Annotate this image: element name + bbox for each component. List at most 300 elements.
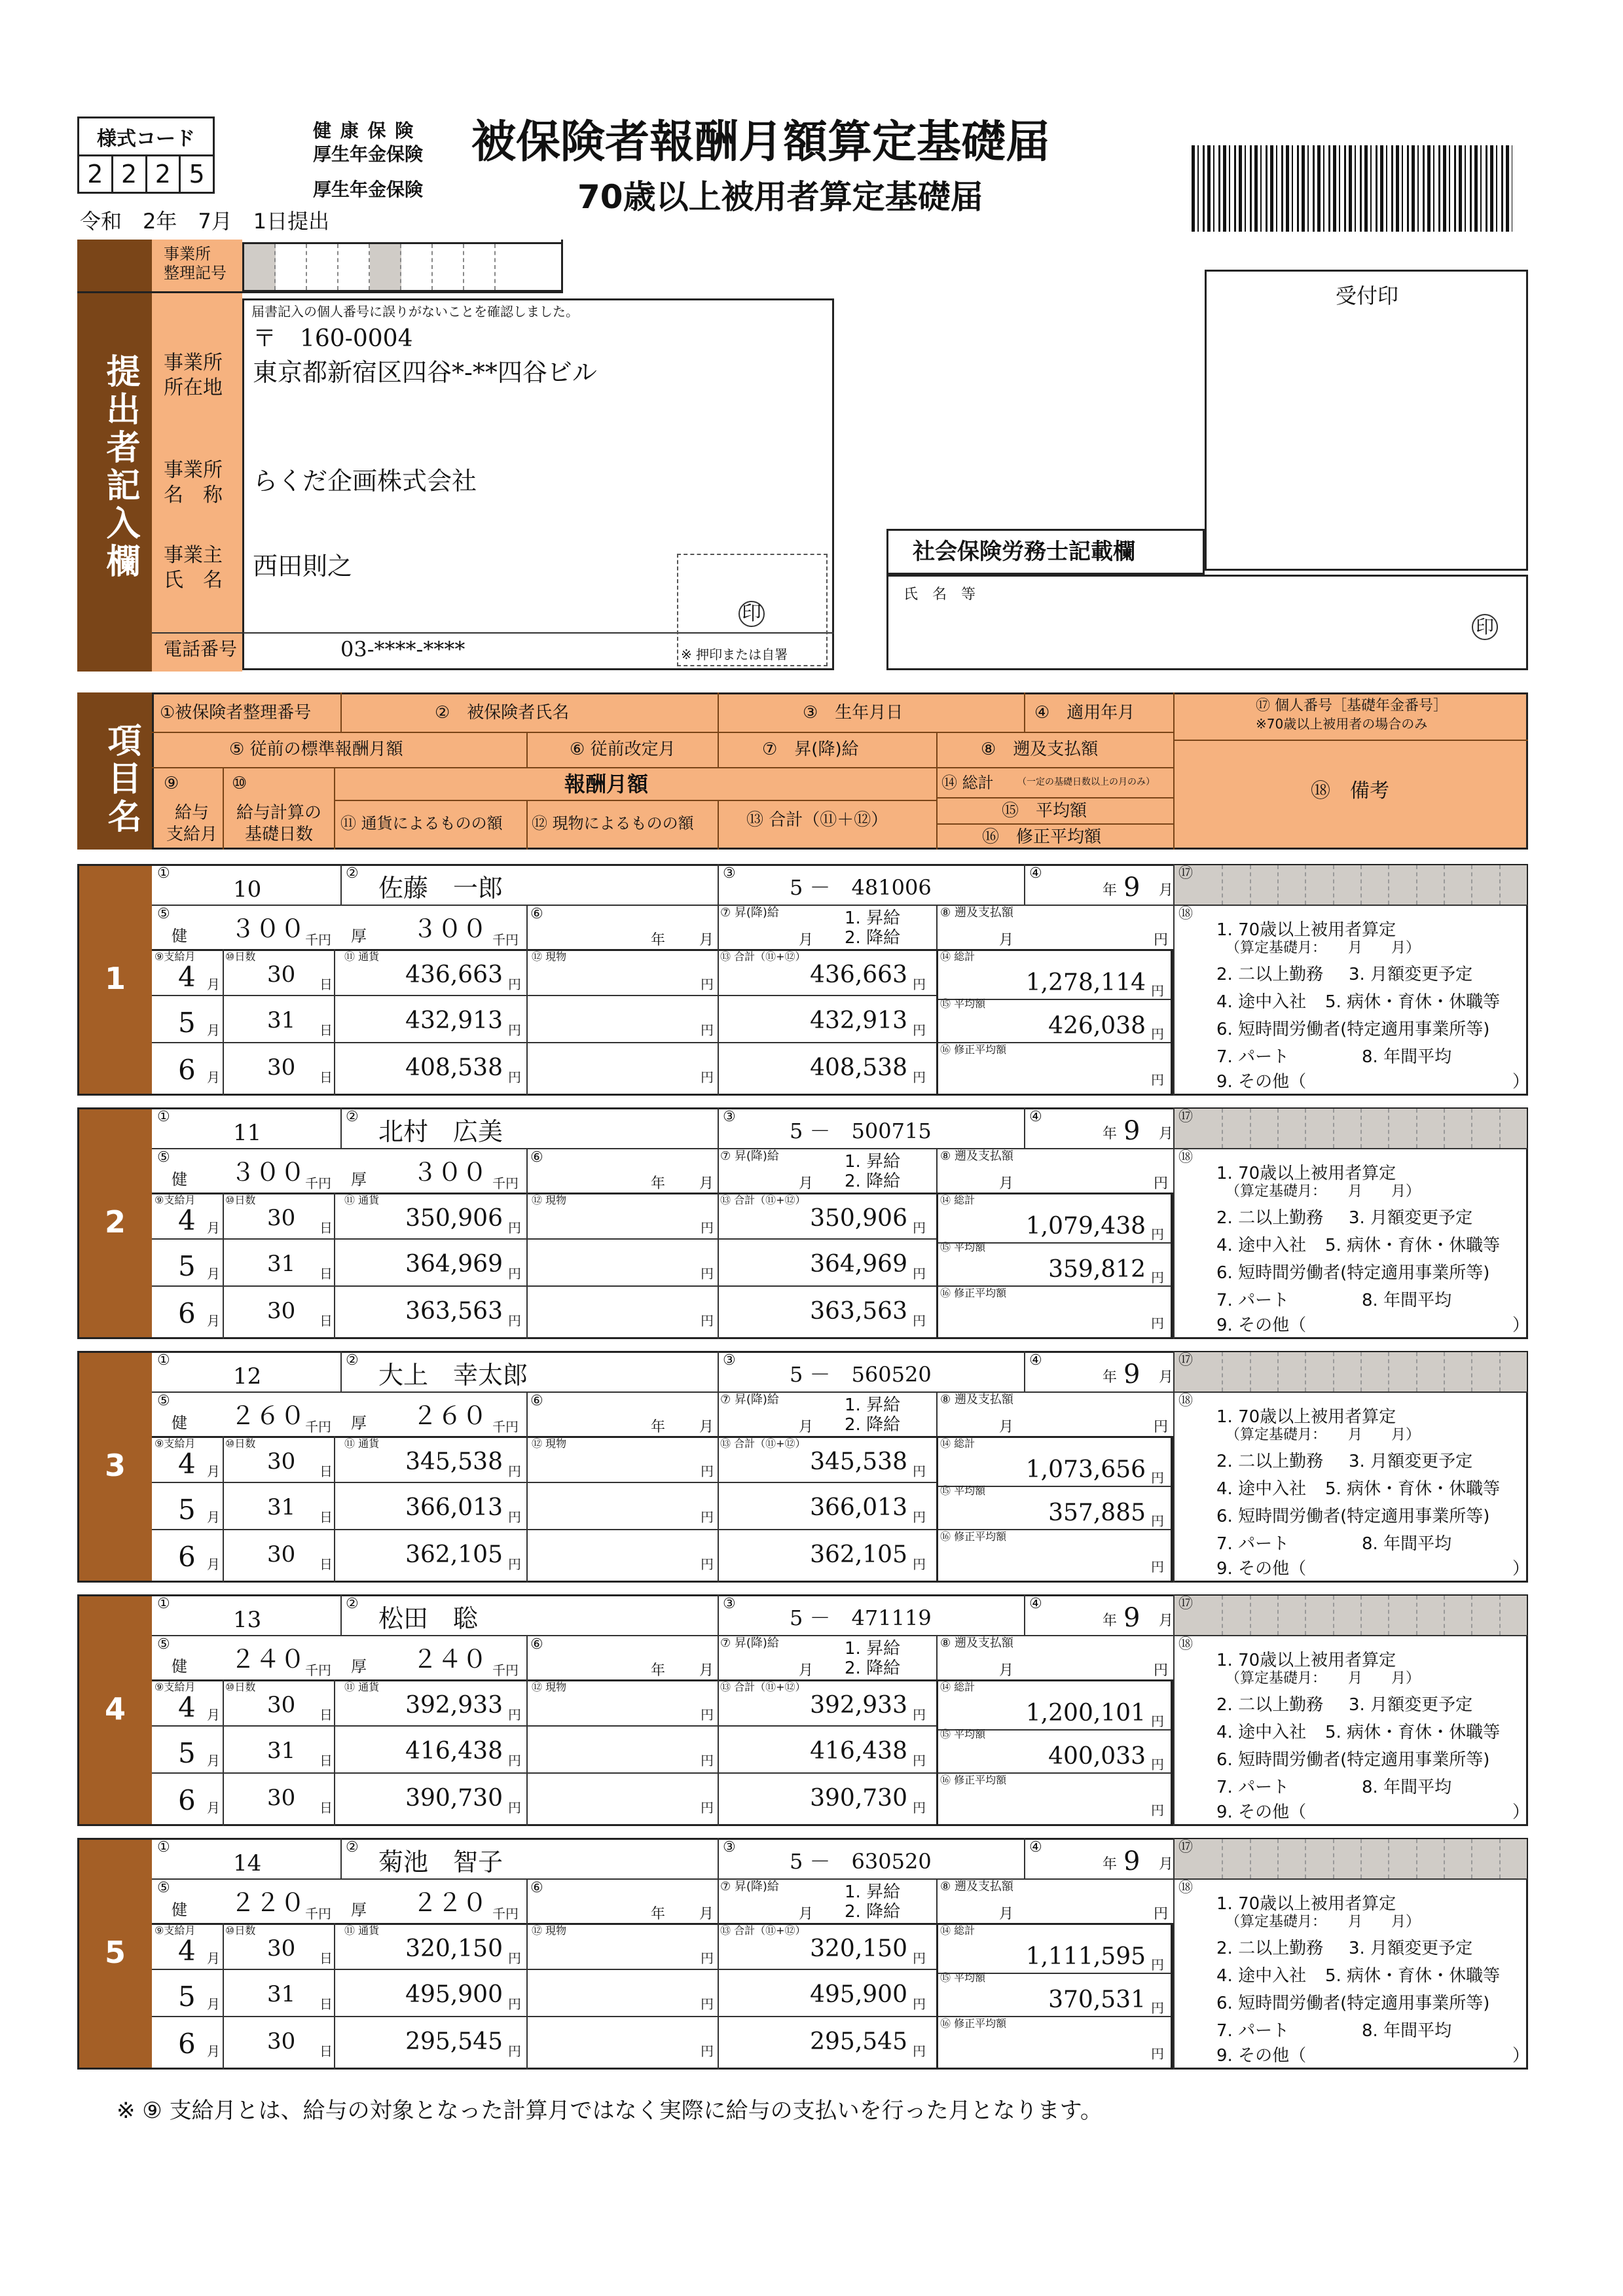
circle-label: ⑦ 昇(降)給	[720, 1393, 779, 1407]
unit-label: 円	[701, 2043, 714, 2059]
birthdate-value[interactable]: 5 － 471119	[790, 1605, 932, 1630]
unit-label: 円	[1151, 1559, 1164, 1575]
unit-label: 年	[1103, 1613, 1118, 1629]
unit-label: 円	[913, 1556, 926, 1572]
office-code-label: 事業所 整理記号	[164, 245, 227, 282]
circle-label: ①	[157, 1109, 170, 1125]
unit-label: 日	[319, 1463, 333, 1479]
circle-label: ⑰	[1178, 1109, 1194, 1125]
unit-label: 日	[319, 1509, 333, 1525]
pay-month-value[interactable]: 4	[178, 1691, 196, 1723]
unit-label: 円	[913, 1266, 926, 1282]
header-pay-month-no: ⑨	[164, 774, 179, 793]
row-number: 3	[105, 1448, 126, 1483]
unit-label: 月	[207, 1069, 220, 1085]
unit-label: 円	[701, 1463, 714, 1479]
cash-amount-value[interactable]: 392,933	[405, 1692, 503, 1719]
circle-label: ②	[346, 865, 359, 882]
insured-number-value[interactable]: 11	[233, 1120, 262, 1146]
grand-total-value[interactable]: 1,278,114	[1025, 969, 1146, 996]
insured-name-value[interactable]: 北村 広美	[378, 1117, 503, 1146]
pay-month-value[interactable]: 5	[178, 1737, 196, 1769]
personal-number-field[interactable]	[1175, 1109, 1527, 1148]
unit-label: 月	[699, 1419, 714, 1435]
circle-label: ⑧ 遡及支払額	[940, 906, 1013, 920]
header-cash: ⑪ 通貨によるものの額	[340, 814, 503, 833]
remark-option: （算定基礎月： 月 月）	[1226, 940, 1421, 956]
unit-label: 日	[319, 977, 333, 992]
cash-amount-value[interactable]: 345,538	[405, 1448, 503, 1475]
pay-month-value[interactable]: 6	[178, 1541, 196, 1573]
unit-label: 円	[1154, 1662, 1169, 1679]
unit-label: 日	[319, 2043, 333, 2059]
cash-amount-value[interactable]: 408,538	[405, 1054, 503, 1081]
total-amount-value[interactable]: 416,438	[810, 1738, 907, 1765]
unit-label: 円	[508, 1707, 521, 1723]
kousei-label: 厚	[351, 1901, 367, 1919]
personal-number-field[interactable]	[1175, 1352, 1527, 1391]
unit-label: 円	[701, 1996, 714, 2012]
fall-option: 2. 降給	[845, 1659, 901, 1678]
unit-label: 円	[701, 1556, 714, 1572]
birthdate-value[interactable]: 5 － 560520	[790, 1362, 932, 1387]
unit-label: 円	[508, 1313, 521, 1329]
unit-label: 円	[508, 1950, 521, 1966]
unit-label: 千円	[492, 1175, 519, 1191]
submit-date: 令和 2年 7月 1日提出	[80, 209, 330, 234]
row-number: 2	[105, 1204, 126, 1240]
owner-name[interactable]: 西田則之	[253, 552, 353, 581]
remark-option: 5. 病休・育休・休職等	[1325, 1966, 1501, 1986]
std-kenpo-value[interactable]: ２４０	[230, 1645, 306, 1674]
remark-option: 5. 病休・育休・休職等	[1325, 1723, 1501, 1742]
form-code-digit: 5	[189, 160, 205, 188]
unit-label: 年	[651, 932, 666, 948]
pay-month-value[interactable]: 5	[178, 1494, 196, 1526]
unit-label: 月	[799, 1175, 814, 1192]
barcode	[1192, 145, 1512, 232]
remark-option: 3. 月額変更予定	[1349, 1695, 1473, 1715]
unit-label: 月	[207, 1266, 220, 1282]
remark-option: 4. 途中入社	[1216, 1966, 1307, 1986]
circle-label: ⑧ 遡及支払額	[940, 1636, 1013, 1650]
unit-label: 円	[701, 1266, 714, 1282]
base-days-value[interactable]: 30	[267, 1054, 296, 1081]
grand-total-value[interactable]: 1,111,595	[1025, 1943, 1146, 1970]
circle-label: ⑱	[1178, 1636, 1194, 1653]
circle-label: ⑥	[530, 1880, 543, 1896]
average-value[interactable]: 357,885	[1048, 1499, 1146, 1526]
base-days-value[interactable]: 30	[267, 1785, 296, 1811]
base-days-value[interactable]: 31	[267, 1251, 296, 1277]
unit-label: 円	[1151, 1470, 1164, 1486]
unit-label: 千円	[492, 932, 519, 948]
insured-number-value[interactable]: 10	[233, 876, 262, 903]
cash-amount-value[interactable]: 350,906	[405, 1205, 503, 1232]
cash-amount-value[interactable]: 362,105	[405, 1541, 503, 1568]
remark-option: （算定基礎月： 月 月）	[1226, 1183, 1421, 1200]
cash-amount-value[interactable]: 495,900	[405, 1981, 503, 2008]
kenpo-label: 健	[172, 1170, 187, 1189]
unit-label: 円	[701, 1707, 714, 1723]
circle-label: ⑬ 合計（⑪+⑫）	[720, 1194, 806, 1206]
base-days-value[interactable]: 30	[267, 1541, 296, 1568]
unit-label: 円	[701, 1509, 714, 1525]
circle-label: ⑰	[1178, 1839, 1194, 1856]
unit-label: 円	[1151, 1026, 1164, 1042]
insurance-type-2: 厚生年金保険	[313, 143, 424, 165]
raise-option: 1. 昇給	[845, 908, 901, 928]
unit-label: 円	[1151, 1957, 1164, 1973]
circle-label: ⑪ 通貨	[344, 1924, 380, 1937]
remark-option: 4. 途中入社	[1216, 1479, 1307, 1499]
personal-number-field[interactable]	[1175, 1839, 1527, 1878]
std-kenpo-value[interactable]: ２６０	[230, 1401, 306, 1430]
grand-total-value[interactable]: 1,073,656	[1025, 1456, 1146, 1483]
personal-number-field[interactable]	[1175, 1596, 1527, 1635]
pay-month-value[interactable]: 6	[178, 1054, 196, 1086]
total-amount-value[interactable]: 320,150	[810, 1935, 907, 1962]
remark-option: 8. 年間平均	[1362, 1047, 1452, 1067]
phone-number[interactable]: 03-****-****	[340, 637, 465, 662]
raise-option: 1. 昇給	[845, 1639, 901, 1659]
circle-label: ⑨支給月	[155, 1681, 196, 1693]
remark-option: ）	[1512, 1559, 1530, 1579]
std-kousei-value[interactable]: ３００	[412, 914, 488, 943]
circle-label: ⑬ 合計（⑪+⑫）	[720, 1437, 806, 1450]
total-amount-value[interactable]: 345,538	[810, 1448, 907, 1475]
birthdate-value[interactable]: 5 － 481006	[790, 875, 932, 900]
unit-label: 円	[701, 1069, 714, 1085]
circle-label: ⑭ 総計	[940, 950, 976, 963]
company-name[interactable]: らくだ企画株式会社	[253, 467, 477, 495]
total-amount-value[interactable]: 362,105	[810, 1541, 907, 1568]
base-days-value[interactable]: 30	[267, 1205, 296, 1231]
unit-label: 千円	[305, 932, 331, 948]
remark-option: 8. 年間平均	[1362, 2021, 1452, 2041]
unit-label: 月	[207, 1220, 220, 1236]
base-days-value[interactable]: 30	[267, 1935, 296, 1962]
circle-label: ⑦ 昇(降)給	[720, 906, 779, 920]
circle-label: ⑨支給月	[155, 1194, 196, 1206]
circle-label: ④	[1029, 1596, 1042, 1612]
cash-amount-value[interactable]: 432,913	[405, 1007, 503, 1034]
header-insured-number: ①被保険者整理番号	[160, 703, 312, 723]
total-amount-value[interactable]: 432,913	[810, 1007, 907, 1034]
circle-label: ⑭ 総計	[940, 1924, 976, 1937]
unit-label: 円	[913, 1463, 926, 1479]
circle-label: ⑱	[1178, 1149, 1194, 1166]
unit-label: 千円	[305, 1906, 331, 1922]
address-label: 事業所 所在地	[164, 351, 223, 399]
office-address[interactable]: 東京都新宿区四谷*-**四谷ビル	[253, 358, 597, 387]
unit-label: 円	[508, 1463, 521, 1479]
header-remarks: ⑱ 備考	[1311, 780, 1389, 802]
unit-label: 年	[1103, 1856, 1118, 1873]
fall-option: 2. 降給	[845, 928, 901, 948]
unit-label: 月	[999, 1175, 1014, 1192]
total-amount-value[interactable]: 366,013	[810, 1494, 907, 1521]
total-amount-value[interactable]: 295,545	[810, 2028, 907, 2055]
row-number: 5	[105, 1935, 126, 1970]
unit-label: 月	[1159, 1126, 1174, 1142]
average-value[interactable]: 400,033	[1048, 1743, 1146, 1770]
remark-option: 6. 短時間労働者(特定適用事業所等)	[1216, 1507, 1490, 1526]
pay-month-value[interactable]: 4	[178, 1448, 196, 1480]
footer-note: ※ ⑨ 支給月とは、給与の対象となった計算月ではなく実際に給与の支払いを行った月となります。	[117, 2098, 1103, 2124]
insured-number-value[interactable]: 14	[233, 1850, 262, 1876]
std-kenpo-value[interactable]: ３００	[230, 1158, 306, 1187]
raise-option: 1. 昇給	[845, 1882, 901, 1902]
unit-label: 円	[1151, 1227, 1164, 1242]
unit-label: 月	[207, 1556, 220, 1572]
cash-amount-value[interactable]: 390,730	[405, 1785, 503, 1812]
std-kenpo-value[interactable]: ２２０	[230, 1888, 306, 1917]
apply-month-value[interactable]: 9	[1123, 1603, 1140, 1633]
phone-label: 電話番号	[164, 638, 238, 660]
total-amount-value[interactable]: 364,969	[810, 1251, 907, 1278]
total-amount-value[interactable]: 408,538	[810, 1054, 907, 1081]
personal-number-field[interactable]	[1175, 865, 1527, 905]
total-amount-value[interactable]: 495,900	[810, 1981, 907, 2008]
unit-label: 月	[1159, 1856, 1174, 1873]
circle-label: ⑪ 通貨	[344, 1681, 380, 1693]
header-raise: ⑦ 昇(降)給	[762, 740, 859, 759]
circle-label: ⑤	[157, 906, 170, 922]
base-days-value[interactable]: 31	[267, 1007, 296, 1033]
average-value[interactable]: 359,812	[1048, 1256, 1146, 1283]
pay-month-value[interactable]: 6	[178, 1297, 196, 1329]
unit-label: 月	[207, 1463, 220, 1479]
kenpo-label: 健	[172, 1901, 187, 1919]
cash-amount-value[interactable]: 416,438	[405, 1738, 503, 1765]
pay-month-value[interactable]: 5	[178, 1007, 196, 1039]
unit-label: 月	[999, 1906, 1014, 1922]
std-kousei-value[interactable]: ２６０	[412, 1401, 488, 1430]
unit-label: 円	[508, 1069, 521, 1085]
unit-label: 年	[1103, 1369, 1118, 1386]
pay-month-value[interactable]: 6	[178, 2028, 196, 2060]
unit-label: 円	[913, 1509, 926, 1525]
unit-label: 月	[207, 1313, 220, 1329]
circle-label: ⑯ 修正平均額	[940, 1774, 1007, 1786]
insured-number-value[interactable]: 13	[233, 1607, 262, 1633]
unit-label: 日	[319, 1950, 333, 1966]
remark-option: 2. 二以上勤務	[1216, 1208, 1324, 1228]
circle-label: ③	[723, 865, 736, 882]
insured-name-value[interactable]: 菊池 智子	[378, 1848, 503, 1876]
average-value[interactable]: 426,038	[1048, 1013, 1146, 1039]
kenpo-label: 健	[172, 927, 187, 945]
grand-total-value[interactable]: 1,200,101	[1025, 1700, 1146, 1727]
raise-option: 1. 昇給	[845, 1395, 901, 1415]
insured-number-value[interactable]: 12	[233, 1363, 262, 1390]
remark-option: 4. 途中入社	[1216, 1723, 1307, 1742]
unit-label: 円	[701, 1753, 714, 1768]
pay-month-value[interactable]: 5	[178, 1981, 196, 2013]
unit-label: 円	[913, 1800, 926, 1816]
unit-label: 円	[913, 1220, 926, 1236]
unit-label: 日	[319, 1022, 333, 1038]
average-value[interactable]: 370,531	[1048, 1986, 1146, 2013]
office-code-field[interactable]	[242, 242, 563, 292]
insured-name-value[interactable]: 大上 幸太郎	[378, 1361, 528, 1390]
postal-code[interactable]: 〒 160-0004	[253, 325, 413, 352]
unit-label: 月	[999, 1662, 1014, 1679]
unit-label: 円	[913, 2043, 926, 2059]
row-number: 4	[105, 1691, 126, 1727]
circle-label: ⑫ 現物	[532, 950, 567, 963]
header-grand-total: ⑭ 総計	[941, 774, 994, 792]
std-kousei-value[interactable]: ２２０	[412, 1888, 488, 1917]
base-days-value[interactable]: 30	[267, 1298, 296, 1324]
remark-option: ）	[1512, 1072, 1530, 1092]
kousei-label: 厚	[351, 1414, 367, 1432]
header-days-no: ⑩	[232, 774, 247, 793]
remark-option: 2. 二以上勤務	[1216, 1695, 1324, 1715]
remark-option: 1. 70歳以上被用者算定	[1216, 1407, 1396, 1427]
header-adjusted-average: ⑯ 修正平均額	[982, 827, 1102, 847]
unit-label: 円	[508, 1800, 521, 1816]
row-number: 1	[105, 961, 126, 996]
unit-label: 千円	[305, 1419, 331, 1435]
pay-month-value[interactable]: 4	[178, 1204, 196, 1236]
cash-amount-value[interactable]: 320,150	[405, 1935, 503, 1962]
cash-amount-value[interactable]: 295,545	[405, 2028, 503, 2055]
unit-label: 円	[701, 1313, 714, 1329]
circle-label: ⑥	[530, 1393, 543, 1409]
header-apply-month: ④ 適用年月	[1034, 703, 1135, 723]
birthdate-value[interactable]: 5 － 630520	[790, 1849, 932, 1874]
circle-label: ⑯ 修正平均額	[940, 1043, 1007, 1056]
base-days-value[interactable]: 30	[267, 1692, 296, 1718]
std-kousei-value[interactable]: ２４０	[412, 1645, 488, 1674]
total-amount-value[interactable]: 350,906	[810, 1205, 907, 1232]
remark-option: 7. パート	[1216, 2021, 1290, 2041]
header-total: ⑬ 合計（⑪＋⑫）	[746, 810, 888, 830]
unit-label: 円	[913, 1022, 926, 1038]
base-days-value[interactable]: 31	[267, 1738, 296, 1764]
circle-label: ⑯ 修正平均額	[940, 2017, 1007, 2030]
unit-label: 月	[207, 977, 220, 992]
unit-label: 円	[1154, 1419, 1169, 1435]
base-days-value[interactable]: 30	[267, 2028, 296, 2054]
grand-total-value[interactable]: 1,079,438	[1025, 1213, 1146, 1240]
remark-option: 6. 短時間労働者(特定適用事業所等)	[1216, 1750, 1490, 1770]
apply-month-value[interactable]: 9	[1123, 1359, 1140, 1390]
total-amount-value[interactable]: 392,933	[810, 1692, 907, 1719]
form-code-digit: 2	[79, 156, 113, 192]
submitter-label-col	[152, 240, 242, 672]
header-personal-number-note: ※70歳以上被用者の場合のみ	[1256, 716, 1428, 732]
remark-option: 1. 70歳以上被用者算定	[1216, 1164, 1396, 1183]
circle-label: ⑪ 通貨	[344, 950, 380, 963]
header-base-days: 給与計算の 基礎日数	[236, 803, 321, 844]
header-pay-month: 給与 支給月	[166, 803, 217, 844]
remark-option: 8. 年間平均	[1362, 1778, 1452, 1797]
unit-label: 円	[701, 1022, 714, 1038]
reception-stamp-box	[1205, 270, 1528, 571]
total-amount-value[interactable]: 363,563	[810, 1298, 907, 1325]
base-days-value[interactable]: 30	[267, 961, 296, 988]
cash-amount-value[interactable]: 436,663	[405, 961, 503, 988]
remark-option: 5. 病休・育休・休職等	[1325, 992, 1501, 1012]
unit-label: 月	[207, 1950, 220, 1966]
base-days-value[interactable]: 31	[267, 1981, 296, 2007]
circle-label: ④	[1029, 1352, 1042, 1369]
remark-option: 5. 病休・育休・休職等	[1325, 1479, 1501, 1499]
circle-label: ⑫ 現物	[532, 1437, 567, 1450]
reception-label: 受付印	[1336, 283, 1399, 308]
circle-label: ⑮ 平均額	[940, 1484, 986, 1497]
remark-option: 9. その他（	[1216, 1803, 1307, 1822]
unit-label: 円	[913, 1996, 926, 2012]
std-kousei-value[interactable]: ３００	[412, 1158, 488, 1187]
base-days-value[interactable]: 30	[267, 1448, 296, 1475]
total-amount-value[interactable]: 390,730	[810, 1785, 907, 1812]
header-grand-total-note: （一定の基礎日数以上の月のみ）	[1017, 777, 1155, 787]
header-average: ⑮ 平均額	[1002, 801, 1087, 821]
unit-label: 月	[1159, 1369, 1174, 1386]
pay-month-value[interactable]: 4	[178, 961, 196, 993]
fall-option: 2. 降給	[845, 1172, 901, 1191]
unit-label: 円	[1151, 1270, 1164, 1285]
header-prev-standard: ⑤ 従前の標準報酬月額	[229, 740, 403, 759]
unit-label: 年	[651, 1662, 666, 1679]
insurance-type-3: 厚生年金保険	[313, 179, 424, 200]
circle-label: ⑦ 昇(降)給	[720, 1880, 779, 1893]
seal-note: ※ 押印または自署	[681, 647, 788, 662]
unit-label: 円	[1151, 2046, 1164, 2062]
unit-label: 月	[207, 1800, 220, 1816]
pay-month-value[interactable]: 5	[178, 1250, 196, 1282]
unit-label: 円	[701, 977, 714, 992]
unit-label: 月	[799, 1662, 814, 1679]
apply-month-value[interactable]: 9	[1123, 872, 1140, 903]
remark-option: （算定基礎月： 月 月）	[1226, 1427, 1421, 1443]
confirm-note: 届書記入の個人番号に誤りがないことを確認しました。	[251, 304, 579, 319]
header-birthdate: ③ 生年月日	[803, 703, 903, 723]
remark-option: 7. パート	[1216, 1778, 1290, 1797]
insured-name-value[interactable]: 佐藤 一郎	[378, 874, 503, 903]
remark-option: 1. 70歳以上被用者算定	[1216, 1651, 1396, 1670]
cash-amount-value[interactable]: 366,013	[405, 1494, 503, 1521]
kenpo-label: 健	[172, 1657, 187, 1676]
circle-label: ⑤	[157, 1636, 170, 1653]
remark-option: 9. その他（	[1216, 1316, 1307, 1335]
apply-month-value[interactable]: 9	[1123, 1116, 1140, 1146]
circle-label: ⑩日数	[225, 950, 256, 963]
remark-option: 3. 月額変更予定	[1349, 1939, 1473, 1958]
pay-month-value[interactable]: 4	[178, 1935, 196, 1967]
unit-label: 円	[1151, 2000, 1164, 2016]
pay-month-value[interactable]: 6	[178, 1784, 196, 1816]
unit-label: 千円	[492, 1419, 519, 1435]
circle-label: ⑧ 遡及支払額	[940, 1149, 1013, 1163]
cash-amount-value[interactable]: 363,563	[405, 1298, 503, 1325]
remark-option: 9. その他（	[1216, 1072, 1307, 1092]
unit-label: 円	[508, 1509, 521, 1525]
base-days-value[interactable]: 31	[267, 1494, 296, 1520]
birthdate-value[interactable]: 5 － 500715	[790, 1119, 932, 1143]
cash-amount-value[interactable]: 364,969	[405, 1251, 503, 1278]
header-insured-name: ② 被保険者氏名	[435, 703, 570, 723]
total-amount-value[interactable]: 436,663	[810, 961, 907, 988]
insured-name-value[interactable]: 松田 聡	[378, 1604, 479, 1633]
std-kenpo-value[interactable]: ３００	[230, 914, 306, 943]
apply-month-value[interactable]: 9	[1123, 1846, 1140, 1876]
remark-option: 1. 70歳以上被用者算定	[1216, 920, 1396, 940]
